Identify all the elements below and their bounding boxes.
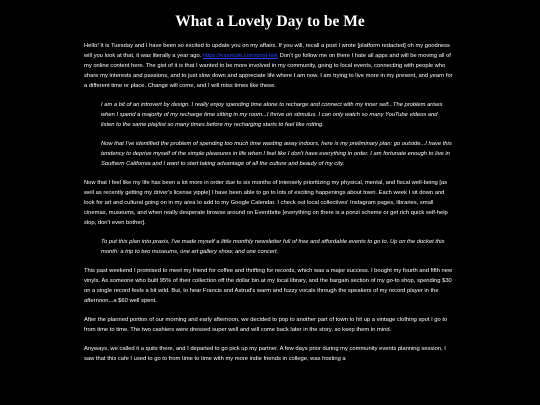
body-paragraph: Now that I feel like my life has been a lot more in order due to six months of intensely prioritizing my physical, mental, and fiscal well-being [as well as recently getting my driver's license yipple] I have been able to go to lots of exciting happenings about town. Each week I sit down and look for art and cultural going on in my area to add to my Google Calendar. I check out local collectives' Instagram pages, libraries, small cinemas, museums, and when really desperate browse around on Eventbrite [everything on there is a ponzi scheme or get rich quick self-help slop, don't even bother]. (84, 180, 448, 226)
quote-paragraph: Now that I've identified the problem of spending too much time wasting away indoors, here is my preliminary plan: go outside...I have this tendency to deprive myself of the simple pleasures in life when I feel like I don't have everything in order. I am fortunate enough to live in Southern California and I want to start taking advantage of all the culture and beauty of my city. (101, 141, 452, 167)
body-paragraph: This past weekend I promised to meet my friend for coffee and thrifting for records, which was a major success. I bought my fourth and fifth new vinyls. As someone who built 95% of their collection off the dollar bin at my local library, and the bargain section of my go-to shop, spending $30 on a single record feels a bit wild. But, to hear Francis and Astrud's warm and fuzzy vocals through the speakers of my record player in the afternoon...a $60 well spent. (84, 268, 453, 304)
body-paragraph: After the planned portion of our morning and early afternoon, we decided to pop to another part of town to hit up a vintage clothing spot I go to from time to time. The two cashiers were dressed super well and will come back later in the story, so keep them in mind. (84, 317, 448, 333)
intro-text-after-link: Don't go follow me on there I hate all apps and will be moving all of my online content here. The gist of it is that I wanted to be more involved in my community, going to local events, connecting with people who share my interests and passions, and to just slow down and appreciate life where I am now. I am trying to live more in my present, and yearn for a different time or place. Change will come, and I will miss times like these. (84, 53, 453, 89)
quoted-plan (84, 237, 456, 257)
quoted-past-post (84, 100, 456, 169)
post-body (84, 41, 456, 373)
previous-post-link[interactable]: https://example.com/post-link (202, 53, 278, 59)
intro-paragraph (84, 41, 456, 91)
body-paragraph: Anyways, we called it a quits there, and I departed to go pick up my partner. A few days prior during my community events planning session, I saw that this cafe I used to go to from time to time with my more indie friends in college, was hosting a (84, 346, 446, 362)
page-title: What a Lovely Day to be Me (175, 13, 365, 30)
intro-text-before-link: Hello! It is Tuesday and I have been so excited to update you on my affairs. If you will, recall a post I wrote [platform redacted] oh my goodness will you look at that, it was literally a year ago. (84, 43, 450, 59)
quote-paragraph: I am a bit of an introvert by design. I really enjoy spending time alone to recharge and connect with my inner self...The problem arises when I spend a majority of my recharge time sitting in my room...I thrive on stimulus. I can only watch so many YouTube videos and listen to the same playlist so many times before my recharging starts to feel like rotting. (101, 102, 443, 128)
quote-paragraph: To put this plan into praxis, I've made myself a little monthly newsletter full of free and affordable events to go to. Up on the docket this month: a trip to two museums, one art gallery show, and one concert. (101, 239, 445, 255)
